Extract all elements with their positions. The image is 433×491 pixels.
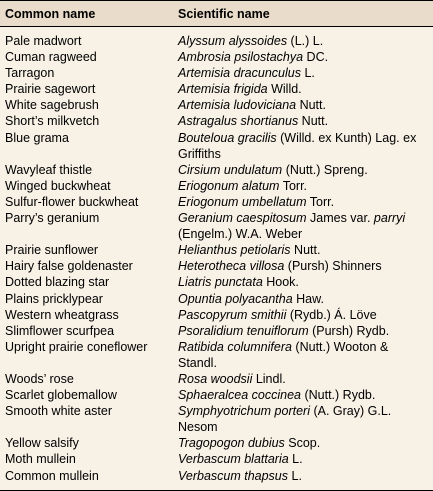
taxon-name: Verbascum thapsus xyxy=(178,468,289,483)
taxon-name: Eriogonum umbellatum xyxy=(178,194,307,209)
table-row xyxy=(0,162,433,178)
taxon-name: Opuntia polyacantha xyxy=(178,291,293,306)
scientific-name-cell xyxy=(173,291,433,307)
scientific-name-cell xyxy=(173,210,433,242)
authority: (A. Gray) G.L. Nesom xyxy=(178,404,392,435)
authority: L. xyxy=(300,66,315,81)
authority: (Nutt.) Wooton & Standl. xyxy=(178,339,389,370)
table-header xyxy=(0,0,433,27)
common-name-cell: Upright prairie coneflower xyxy=(5,339,148,354)
scientific-name-cell xyxy=(173,258,433,274)
table-bottom-rule xyxy=(0,490,433,491)
taxon-name: parryi xyxy=(373,211,406,226)
table-row xyxy=(0,49,433,65)
common-name-cell: Western wheatgrass xyxy=(5,307,119,322)
scientific-name-cell xyxy=(173,33,433,49)
authority: L. xyxy=(288,468,302,483)
taxon-name: Geranium caespitosum xyxy=(178,211,307,226)
common-name-cell: Tarragon xyxy=(5,66,55,81)
common-name-cell: Sulfur-flower buckwheat xyxy=(5,194,139,209)
table-row xyxy=(0,130,433,162)
taxon-name: Ambrosia psilostachya xyxy=(178,50,304,65)
scientific-name-cell xyxy=(173,65,433,81)
authority: (L.) L. xyxy=(287,34,324,48)
table-row xyxy=(0,274,433,290)
taxon-name: Eriogonum alatum xyxy=(178,178,280,193)
taxon-name: Liatris punctata xyxy=(178,275,263,290)
table-row xyxy=(0,387,433,403)
scientific-name-cell xyxy=(173,81,433,97)
table-body xyxy=(0,27,433,484)
taxon-name: Tragopogon dubius xyxy=(178,436,285,451)
table-row xyxy=(0,451,433,467)
taxon-name: Artemisia dracunculus xyxy=(178,66,301,81)
common-name-cell: Blue grama xyxy=(5,130,69,145)
taxon-name: Bouteloua gracilis xyxy=(178,130,277,145)
scientific-name-cell xyxy=(173,435,433,451)
authority: (Pursh) Rydb. xyxy=(308,323,390,338)
common-name-cell: Plains pricklypear xyxy=(5,291,103,306)
authority: Lindl. xyxy=(252,371,286,386)
common-name-cell: Dotted blazing star xyxy=(5,275,110,290)
table-row xyxy=(0,323,433,339)
table-row xyxy=(0,33,433,49)
taxon-name: Artemisia frigida xyxy=(178,82,268,97)
taxon-name: Pascopyrum smithii xyxy=(178,307,287,322)
authority: Nutt. xyxy=(290,243,321,258)
authority: Willd. xyxy=(267,82,302,97)
header-common-name: Common name xyxy=(5,6,96,21)
authority: Scop. xyxy=(284,436,321,451)
taxon-name: Alyssum alyssoides xyxy=(178,34,288,48)
scientific-name-cell xyxy=(173,242,433,258)
taxon-name: Symphyotrichum porteri xyxy=(178,404,310,419)
taxon-name: Cirsium undulatum xyxy=(178,162,283,177)
taxon-name: Artemisia ludoviciana xyxy=(178,98,297,113)
scientific-name-cell xyxy=(173,178,433,194)
common-name-cell: Hairy false goldenaster xyxy=(5,259,133,274)
authority: James var. xyxy=(306,211,374,226)
table-row xyxy=(0,210,433,242)
common-name-cell: Short’s milkvetch xyxy=(5,114,100,129)
authority: (Nutt.) Spreng. xyxy=(282,162,368,177)
table-row xyxy=(0,242,433,258)
table-row xyxy=(0,113,433,129)
authority: (Nutt.) Rydb. xyxy=(301,388,376,403)
authority: Torr. xyxy=(279,178,308,193)
table-row xyxy=(0,468,433,484)
table-row xyxy=(0,339,433,371)
common-name-cell: Wavyleaf thistle xyxy=(5,162,93,177)
common-name-cell: Scarlet globemallow xyxy=(5,388,117,403)
authority: DC. xyxy=(303,50,329,65)
taxon-name: Verbascum blattaria xyxy=(178,452,289,467)
scientific-name-cell xyxy=(173,130,433,162)
common-name-cell: Pale madwort xyxy=(5,34,82,48)
scientific-name-cell xyxy=(173,371,433,387)
table-row xyxy=(0,435,433,451)
table-row xyxy=(0,307,433,323)
taxon-name: Rosa woodsii xyxy=(178,371,253,386)
authority: L. xyxy=(288,452,303,467)
authority: (Willd. ex Kunth) Lag. ex Griffiths xyxy=(178,130,417,161)
scientific-name-cell xyxy=(173,387,433,403)
common-name-cell: White sagebrush xyxy=(5,98,99,113)
common-name-cell: Common mullein xyxy=(5,468,99,483)
authority: Hook. xyxy=(262,275,299,290)
authority: Nutt. xyxy=(298,114,329,129)
taxon-name: Psoralidium tenuiflorum xyxy=(178,323,309,338)
table-row xyxy=(0,81,433,97)
authority: Nutt. xyxy=(296,98,326,113)
table-row xyxy=(0,371,433,387)
authority: (Rydb.) Á. Löve xyxy=(286,307,377,322)
scientific-name-cell xyxy=(173,323,433,339)
table-row xyxy=(0,65,433,81)
scientific-name-cell xyxy=(173,339,433,371)
scientific-name-cell xyxy=(173,113,433,129)
common-name-cell: Prairie sagewort xyxy=(5,82,96,97)
common-name-cell: Moth mullein xyxy=(5,452,76,467)
taxon-name: Ratibida columnifera xyxy=(178,339,292,354)
common-name-cell: Cuman ragweed xyxy=(5,50,97,65)
table-row xyxy=(0,97,433,113)
scientific-name-cell xyxy=(173,451,433,467)
scientific-name-cell xyxy=(173,49,433,65)
common-name-cell: Smooth white aster xyxy=(5,404,112,419)
scientific-name-cell xyxy=(173,307,433,323)
authority: (Engelm.) W.A. Weber xyxy=(178,227,303,242)
header-scientific-name: Scientific name xyxy=(178,6,270,21)
scientific-name-cell xyxy=(173,468,433,484)
common-name-cell: Parry’s geranium xyxy=(5,211,100,226)
table-row xyxy=(0,258,433,274)
common-name-cell: Slimflower scurfpea xyxy=(5,323,115,338)
scientific-name-cell xyxy=(173,97,433,113)
common-name-cell: Winged buckwheat xyxy=(5,178,111,193)
common-name-cell: Yellow salsify xyxy=(5,436,79,451)
table-row xyxy=(0,403,433,435)
table-row xyxy=(0,291,433,307)
table-row xyxy=(0,178,433,194)
authority: Torr. xyxy=(306,194,335,209)
table-row xyxy=(0,194,433,210)
authority: Haw. xyxy=(292,291,324,306)
taxon-name: Heterotheca villosa xyxy=(178,259,285,274)
taxon-name: Helianthus petiolaris xyxy=(178,243,291,258)
common-name-cell: Woods’ rose xyxy=(5,371,74,386)
taxon-name: Astragalus shortianus xyxy=(178,114,299,129)
authority: (Pursh) Shinners xyxy=(284,259,382,274)
scientific-name-cell xyxy=(173,194,433,210)
scientific-name-cell xyxy=(173,403,433,435)
taxon-name: Sphaeralcea coccinea xyxy=(178,388,301,403)
scientific-name-cell xyxy=(173,274,433,290)
scientific-name-cell xyxy=(173,162,433,178)
common-name-cell: Prairie sunflower xyxy=(5,243,99,258)
